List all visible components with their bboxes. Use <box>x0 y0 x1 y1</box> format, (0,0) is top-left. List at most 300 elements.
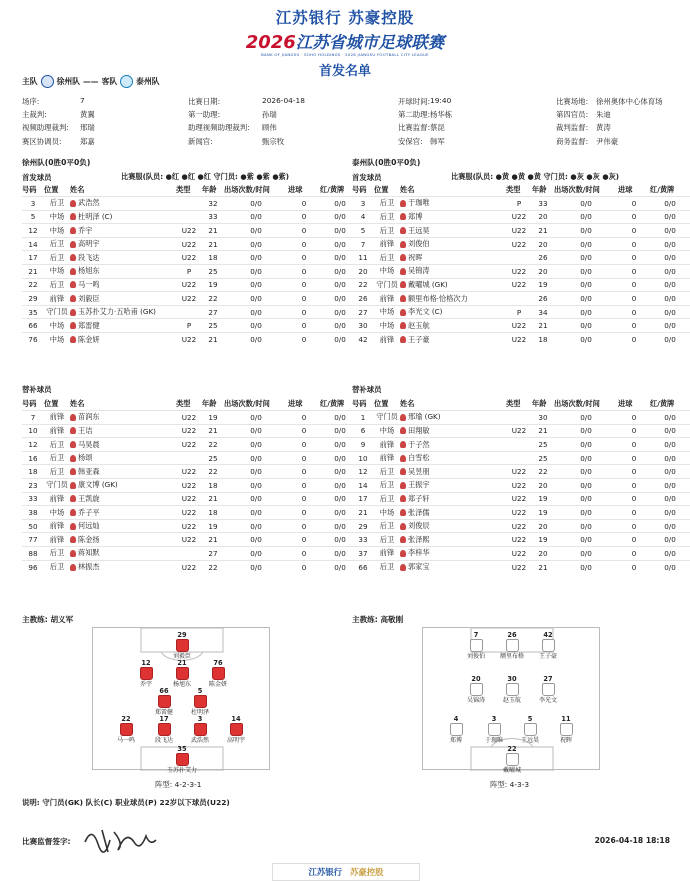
table-cell <box>400 251 506 265</box>
table-cell: 前锋 <box>44 533 70 547</box>
table-cell: 66 <box>352 560 374 574</box>
table-cell: 后卫 <box>44 197 70 211</box>
table-cell: 7 <box>352 237 374 251</box>
column-header: 红/黄牌 <box>650 398 675 408</box>
table-cell: 0 <box>618 438 650 452</box>
column-header: 位置 <box>44 398 59 408</box>
info-label: 比赛场地: <box>556 97 589 106</box>
player-avatar-icon <box>400 254 406 261</box>
table-cell: 19 <box>202 411 224 425</box>
info-label: 新闻官: <box>188 136 213 146</box>
table-row <box>352 519 690 533</box>
table-cell <box>400 519 506 533</box>
table-cell: 0/0 <box>224 305 288 319</box>
player-name: 郑博 <box>449 737 462 744</box>
table-cell: 0 <box>288 319 320 333</box>
league-subtitle: BANK OF JIANGSU · SOHO HOLDINGS · 2026 JIANGSU FOOTBALL CITY LEAGUE <box>261 52 429 57</box>
table-cell: 3 <box>352 197 374 211</box>
table-cell: 76 <box>22 333 44 347</box>
table-cell: 0/0 <box>320 533 360 547</box>
info-label: 视频助理裁判: <box>22 123 69 133</box>
player-name: 玉苏扑艾力·五哈甫 (GK) <box>78 307 156 317</box>
table-cell: 20 <box>532 519 554 533</box>
table-cell: 后卫 <box>374 210 400 224</box>
table-cell: 0 <box>618 506 650 520</box>
table-cell: 后卫 <box>374 479 400 493</box>
table-cell: 9 <box>352 438 374 452</box>
table-cell <box>70 411 176 425</box>
column-header: 进球 <box>288 184 303 194</box>
table-cell: 0/0 <box>224 547 288 561</box>
table-cell: 37 <box>352 547 374 561</box>
player-avatar-icon <box>400 213 406 220</box>
table-cell: 中场 <box>374 265 400 279</box>
table-cell: U22 <box>176 224 202 238</box>
info-value: 尹伟豪 <box>596 136 619 146</box>
table-cell <box>176 547 202 561</box>
info-value: 2026-04-18 <box>262 96 305 105</box>
player-name: 段飞达 <box>154 737 173 744</box>
table-cell <box>70 197 176 211</box>
table-cell: 0/0 <box>320 305 360 319</box>
table-cell: 0 <box>618 278 650 292</box>
table-row <box>22 519 360 533</box>
player-avatar-icon <box>400 227 406 234</box>
table-cell: 后卫 <box>374 533 400 547</box>
column-header: 姓名 <box>70 398 85 408</box>
away-starters-label: 首发球员 <box>352 173 382 182</box>
column-header: 类型 <box>506 398 521 408</box>
info-value: 黄涛 <box>596 123 611 133</box>
player-avatar-icon <box>400 455 406 462</box>
away-starters-table <box>352 183 690 346</box>
home-team-name: 徐州队 <box>56 77 80 86</box>
info-value: 徐州奥体中心体育场 <box>596 97 663 106</box>
player-name: 额里布格·恰格次力 <box>408 293 468 303</box>
player-name: 苗润东 <box>78 412 100 422</box>
table-cell: 0/0 <box>554 519 618 533</box>
table-cell: 后卫 <box>44 251 70 265</box>
player-avatar-icon <box>70 509 76 516</box>
table-cell: 20 <box>532 547 554 561</box>
table-cell <box>400 492 506 506</box>
table-row <box>22 305 360 319</box>
signature-image <box>80 822 160 856</box>
info-value: 蔡昆 <box>430 123 445 133</box>
table-cell: 0/0 <box>224 251 288 265</box>
table-cell: 0 <box>618 533 650 547</box>
player-avatar-icon <box>70 213 76 220</box>
player-number: 12 <box>141 659 151 667</box>
player-avatar-icon <box>400 468 406 475</box>
player-name: 刘毅臣 <box>78 293 100 303</box>
table-row <box>352 411 690 425</box>
player-avatar-icon <box>70 564 76 571</box>
table-cell: 守门员 <box>44 479 70 493</box>
table-cell: 0/0 <box>554 210 618 224</box>
table-cell: 0/0 <box>554 479 618 493</box>
table-cell: 19 <box>532 533 554 547</box>
table-cell: U22 <box>176 506 202 520</box>
table-cell: U22 <box>506 465 532 479</box>
table-cell <box>70 265 176 279</box>
table-cell: 0/0 <box>650 547 690 561</box>
table-cell: 19 <box>532 278 554 292</box>
table-cell: 0 <box>618 319 650 333</box>
table-cell: 0 <box>618 224 650 238</box>
table-row <box>352 210 690 224</box>
player-number: 30 <box>507 675 517 683</box>
table-cell: 0/0 <box>320 492 360 506</box>
table-cell: 0 <box>288 465 320 479</box>
table-cell: 后卫 <box>44 438 70 452</box>
table-cell <box>70 251 176 265</box>
table-cell: 22 <box>532 465 554 479</box>
table-cell <box>400 506 506 520</box>
legend-note: 说明: 守门员(GK) 队长(C) 职业球员(P) 22岁以下球员(U22) <box>22 798 230 807</box>
table-row <box>352 319 690 333</box>
table-cell <box>176 451 202 465</box>
table-cell: 10 <box>352 451 374 465</box>
table-cell: 0 <box>618 265 650 279</box>
table-cell <box>506 451 532 465</box>
player-name: 杨旭东 <box>172 681 191 688</box>
player-avatar-icon <box>400 509 406 516</box>
player-number: 22 <box>121 715 131 723</box>
table-cell: 12 <box>22 224 44 238</box>
footer-logos <box>272 863 420 881</box>
away-label: 客队 <box>101 77 118 86</box>
table-cell <box>506 251 532 265</box>
table-cell: 0 <box>288 305 320 319</box>
player-avatar-icon <box>70 427 76 434</box>
table-cell: 33 <box>352 533 374 547</box>
table-cell: 0/0 <box>650 424 690 438</box>
table-cell: 0/0 <box>554 237 618 251</box>
table-cell: 20 <box>532 265 554 279</box>
table-cell: 0/0 <box>320 519 360 533</box>
table-cell: U22 <box>506 492 532 506</box>
table-cell: 0/0 <box>320 465 360 479</box>
table-cell: 0/0 <box>224 292 288 306</box>
column-header: 号码 <box>22 398 37 408</box>
player-name: 王子豪 <box>408 334 430 344</box>
table-header <box>352 397 690 411</box>
table-cell: 0 <box>288 278 320 292</box>
table-cell: U22 <box>176 292 202 306</box>
table-cell <box>400 547 506 561</box>
player-avatar-icon <box>70 309 76 316</box>
table-row <box>22 292 360 306</box>
table-cell: 0/0 <box>554 224 618 238</box>
table-cell <box>176 305 202 319</box>
table-cell: U22 <box>176 424 202 438</box>
table-cell: 0/0 <box>224 479 288 493</box>
player-name: 杜明泽 <box>190 709 209 716</box>
table-cell: U22 <box>176 278 202 292</box>
table-cell: 25 <box>202 265 224 279</box>
table-cell: 0/0 <box>224 265 288 279</box>
table-cell: 32 <box>202 197 224 211</box>
table-cell: 中场 <box>44 333 70 347</box>
table-cell: 6 <box>352 424 374 438</box>
player-name: 郑雷健 <box>78 320 100 330</box>
column-header: 进球 <box>618 184 633 194</box>
player-avatar-icon <box>70 254 76 261</box>
player-number: 29 <box>177 631 187 639</box>
table-cell: 20 <box>352 265 374 279</box>
table-row <box>22 278 360 292</box>
table-cell: 29 <box>22 292 44 306</box>
player-number: 42 <box>543 631 553 639</box>
table-cell: 0 <box>618 519 650 533</box>
table-cell <box>400 333 506 347</box>
column-header: 出场次数/时间 <box>224 398 270 408</box>
soho-logo: 苏豪控股 <box>350 867 384 877</box>
table-cell: 后卫 <box>44 237 70 251</box>
table-cell: 0/0 <box>650 251 690 265</box>
table-cell: 21 <box>532 319 554 333</box>
table-cell: 27 <box>202 547 224 561</box>
table-cell: 0 <box>618 197 650 211</box>
home-starters-table <box>22 183 360 346</box>
table-cell <box>400 424 506 438</box>
player-avatar-icon <box>400 268 406 275</box>
table-cell: 0 <box>618 237 650 251</box>
table-cell <box>70 519 176 533</box>
table-cell: 后卫 <box>374 519 400 533</box>
table-cell: 21 <box>202 237 224 251</box>
table-cell: U22 <box>506 479 532 493</box>
column-header: 号码 <box>352 398 367 408</box>
column-header: 号码 <box>22 184 37 194</box>
player-name: 马一鸣 <box>116 737 135 744</box>
player-name: 赵玉航 <box>502 697 521 704</box>
page-title: 首发名单 <box>318 64 371 79</box>
table-cell: 27 <box>202 305 224 319</box>
table-cell: 前锋 <box>44 292 70 306</box>
table-cell: P <box>506 197 532 211</box>
table-cell: 0/0 <box>320 265 360 279</box>
player-avatar-icon <box>70 495 76 502</box>
table-cell: 21 <box>532 424 554 438</box>
table-cell: 0/0 <box>650 210 690 224</box>
table-cell: 0/0 <box>650 319 690 333</box>
info-row <box>22 109 672 122</box>
table-cell: 0 <box>618 492 650 506</box>
table-cell <box>506 292 532 306</box>
column-header: 年龄 <box>202 398 217 408</box>
player-name: 刘俊伯 <box>408 239 430 249</box>
table-cell: 后卫 <box>44 560 70 574</box>
table-cell <box>400 210 506 224</box>
table-cell: 0/0 <box>650 305 690 319</box>
table-cell: P <box>176 265 202 279</box>
player-number: 66 <box>159 687 169 695</box>
table-cell: 21 <box>202 424 224 438</box>
player-name: 乔宇 <box>139 681 152 688</box>
player-name: 王振宇 <box>408 480 430 490</box>
home-subs-label: 替补球员 <box>22 385 52 394</box>
table-cell: 0/0 <box>224 278 288 292</box>
table-cell: 22 <box>22 278 44 292</box>
player-number: 27 <box>543 675 553 683</box>
table-cell: 5 <box>22 210 44 224</box>
table-row <box>22 465 360 479</box>
player-number: 35 <box>177 745 187 753</box>
table-cell: 前锋 <box>44 519 70 533</box>
table-cell: 29 <box>352 519 374 533</box>
table-cell: 中场 <box>44 265 70 279</box>
table-cell: 后卫 <box>374 492 400 506</box>
home-section-title: 徐州队(0胜0平0负) <box>22 158 91 167</box>
player-name: 王远昊 <box>408 225 430 235</box>
away-team-name: 泰州队 <box>136 77 160 86</box>
table-cell: 前锋 <box>44 492 70 506</box>
player-avatar-icon <box>400 482 406 489</box>
table-cell: 14 <box>22 237 44 251</box>
column-header: 出场次数/时间 <box>224 184 270 194</box>
table-row <box>352 305 690 319</box>
table-cell: P <box>506 305 532 319</box>
table-cell: 0/0 <box>224 210 288 224</box>
player-name: 刘俊伯 <box>466 653 485 660</box>
info-value: 韩军 <box>430 136 445 146</box>
table-cell: 21 <box>202 224 224 238</box>
table-cell: 18 <box>202 251 224 265</box>
player-name: 祝晖 <box>559 737 572 744</box>
info-value: 甄宗牧 <box>262 136 285 146</box>
table-cell: 0 <box>288 237 320 251</box>
table-cell: U22 <box>176 237 202 251</box>
table-cell <box>70 210 176 224</box>
away-section-title: 泰州队(0胜0平0负) <box>352 158 421 167</box>
table-cell: 0 <box>288 438 320 452</box>
player-name: 田翔敏 <box>408 425 430 435</box>
away-subs-table <box>352 397 690 574</box>
table-cell: 0 <box>288 265 320 279</box>
table-cell: 0/0 <box>554 319 618 333</box>
table-cell: 0/0 <box>650 533 690 547</box>
info-label: 赛区协调员: <box>22 136 62 146</box>
player-name: 陈金妍 <box>78 334 100 344</box>
table-cell: 0/0 <box>224 333 288 347</box>
table-cell: 0/0 <box>554 197 618 211</box>
table-cell <box>70 292 176 306</box>
team-line <box>22 75 160 88</box>
table-cell: U22 <box>506 506 532 520</box>
player-name: 邢瑜 (GK) <box>408 412 441 422</box>
table-cell: 0 <box>618 210 650 224</box>
table-cell: 0/0 <box>320 237 360 251</box>
table-row <box>352 451 690 465</box>
table-cell: 30 <box>532 411 554 425</box>
table-cell: 后卫 <box>44 278 70 292</box>
column-header: 姓名 <box>400 184 415 194</box>
table-cell: 18 <box>202 479 224 493</box>
info-value: 邢瑞 <box>80 123 95 133</box>
table-row <box>352 197 690 211</box>
player-name: 吴锦涛 <box>408 266 430 276</box>
table-row <box>352 424 690 438</box>
player-number: 22 <box>507 745 517 753</box>
info-value: 郑嘉 <box>80 136 95 146</box>
table-cell <box>400 451 506 465</box>
table-cell: 中场 <box>374 319 400 333</box>
table-row <box>22 197 360 211</box>
player-name: 高明宇 <box>226 737 245 744</box>
table-cell: 0/0 <box>320 560 360 574</box>
player-name: 韩亚森 <box>78 466 100 476</box>
player-name: 戴曜城 (GK) <box>408 279 448 289</box>
table-row <box>352 237 690 251</box>
info-value: 顾伟 <box>262 123 277 133</box>
table-cell: 0/0 <box>320 479 360 493</box>
player-avatar-icon <box>70 322 76 329</box>
table-cell: 19 <box>202 519 224 533</box>
table-row <box>352 492 690 506</box>
table-cell: 0/0 <box>224 197 288 211</box>
table-cell: 4 <box>352 210 374 224</box>
league-title <box>0 29 690 53</box>
player-number: 7 <box>473 631 479 639</box>
table-cell: 25 <box>202 451 224 465</box>
player-avatar-icon <box>70 200 76 207</box>
player-name: 李光文 <box>538 697 557 704</box>
table-row <box>22 265 360 279</box>
player-name: 郑雷健 <box>154 709 173 716</box>
player-number: 76 <box>213 659 223 667</box>
table-cell: 20 <box>532 237 554 251</box>
column-header: 类型 <box>506 184 521 194</box>
table-cell: 0 <box>618 479 650 493</box>
table-row <box>352 251 690 265</box>
table-cell <box>400 305 506 319</box>
table-cell: 0/0 <box>554 265 618 279</box>
table-row <box>22 506 360 520</box>
table-cell: 0/0 <box>554 492 618 506</box>
player-name: 杜明泽 (C) <box>78 211 113 221</box>
table-cell: 22 <box>202 438 224 452</box>
table-cell <box>70 506 176 520</box>
table-cell: 42 <box>352 333 374 347</box>
table-cell: 0/0 <box>650 465 690 479</box>
table-cell: 后卫 <box>374 251 400 265</box>
player-name: 武浩然 <box>78 198 100 208</box>
table-cell: 0/0 <box>224 237 288 251</box>
table-cell: 0 <box>288 411 320 425</box>
table-cell: 3 <box>22 197 44 211</box>
player-avatar-icon <box>70 241 76 248</box>
column-header: 红/黄牌 <box>320 184 345 194</box>
player-avatar-icon <box>400 200 406 207</box>
table-row <box>352 292 690 306</box>
table-cell: 前锋 <box>374 292 400 306</box>
table-cell: 22 <box>202 465 224 479</box>
table-cell: U22 <box>506 333 532 347</box>
table-cell: 0 <box>288 424 320 438</box>
player-avatar-icon <box>400 322 406 329</box>
table-cell: 前锋 <box>44 424 70 438</box>
player-name: 白雪松 <box>408 453 430 463</box>
player-name: 马昊晨 <box>78 439 100 449</box>
player-name: 武浩然 <box>190 737 209 744</box>
table-header <box>22 183 360 197</box>
table-cell: U22 <box>506 224 532 238</box>
table-cell: U22 <box>176 519 202 533</box>
table-cell <box>400 411 506 425</box>
table-cell: 10 <box>22 424 44 438</box>
